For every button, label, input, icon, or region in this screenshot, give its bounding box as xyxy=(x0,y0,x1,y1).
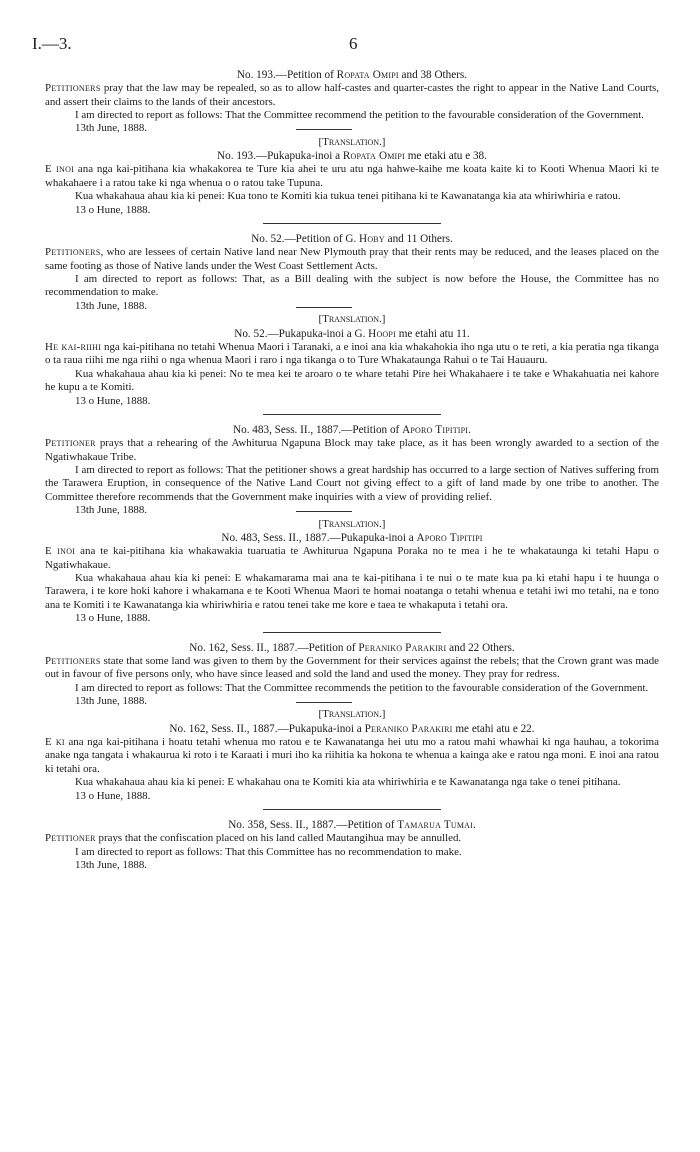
translation-label: [Translation.] xyxy=(318,708,386,721)
translation-report: Kua whakahaua ahau kia ki penei: E whakamarama mai ana te kai-pitihana i te nui o te mate kua pa ki etahi hapu i te huunga o Tarawera, i te kore hoki kahore i whakamana e te Kooti Whenua Maori te homai noatanga o tetahi whenua e tetahi iwi mo tetahi, na e tono ana te Komiti i te Kawanatanga kia whiriwhiria e ratou tenei take me kore e taea te whakaputa i tetahi ora. xyxy=(45,571,659,611)
divider xyxy=(296,129,352,130)
petition-title: No. 193.—Petition of Ropata Omipi and 38 Others. xyxy=(236,69,468,81)
petition-title: No. 52.—Petition of G. Hoby and 11 Others. xyxy=(251,233,453,246)
petition-193 xyxy=(45,68,659,217)
report-date: 13th June, 1888. xyxy=(75,859,147,872)
translation-label: [Translation.] xyxy=(318,517,386,530)
committee-report: I am directed to report as follows: That the Committee recommends the petition to the favourable consideration of the Government. xyxy=(75,681,649,694)
translation-title: No. 483, Sess. II., 1887.—Pukapuka-inoi a Aporo Tipitipi xyxy=(221,531,483,544)
petition-text: Petitioners, who are lessees of certain Native land near New Plymouth pray that their rents may be reduced, and the leases placed on the same footing as those of Native lands under the West Coast Settlement Acts. xyxy=(45,246,659,272)
page-number: 6 xyxy=(349,34,358,53)
petition-title: No. 162, Sess. II., 1887.—Petition of Peraniko Parakiri and 22 Others. xyxy=(189,641,515,654)
section-divider xyxy=(263,414,441,415)
report-date: 13th June, 1888. xyxy=(75,504,147,517)
committee-report: I am directed to report as follows: That this Committee has no recommendation to make. xyxy=(75,845,462,858)
petition-title: No. 483, Sess. II., 1887.—Petition of Aporo Tipitipi. xyxy=(233,423,471,436)
translation-date: 13 o Hune, 1888. xyxy=(75,394,151,407)
document-body xyxy=(45,68,659,872)
translation-title: No. 52.—Pukapuka-inoi a G. Hoopi me etahi atu 11. xyxy=(234,327,470,340)
translation-date: 13 o Hune, 1888. xyxy=(75,789,151,802)
petition-title: No. 358, Sess. II., 1887.—Petition of Tamarua Tumai. xyxy=(228,819,476,832)
report-date: 13th June, 1888. xyxy=(75,299,147,312)
translation-label: [Translation.] xyxy=(318,135,386,148)
translation-report: Kua whakahaua ahau kia ki penei: Kua tono te Komiti kia tukua tenei pitihana ki te Kawanatanga kia ata whiriwhiria e ratou. xyxy=(75,190,621,203)
petition-text: Petitioner prays that the confiscation placed on his land called Mautangihua may be annulled. xyxy=(45,832,462,845)
divider xyxy=(296,307,352,308)
translation-label: [Translation.] xyxy=(318,313,386,326)
petition-text: Petitioners pray that the law may be repealed, so as to allow half-castes and quarter-castes the right to appear in the Native Land Courts, and assert their claims to the lands of their ancestors. xyxy=(45,82,659,108)
section-divider xyxy=(263,223,441,224)
committee-report: I am directed to report as follows: That, as a Bill dealing with the subject is now before the House, the Committee has no recommendation to make. xyxy=(45,273,659,299)
translation-text: He kai-riihi nga kai-pitihana no tetahi Whenua Maori i Taranaki, a e inoi ana kia whakahokia iho nga utu o te reti, a kia peratia nga tikanga o ta raua riihi me nga riihi o nga whenua Maori i raro i nga tikanga o to Ture Whakataunga Rahui o te Tai Hauauru. xyxy=(45,340,660,367)
report-date: 13th June, 1888. xyxy=(75,695,147,707)
divider xyxy=(296,511,352,512)
petition-52 xyxy=(45,232,659,408)
translation-report: Kua whakahaua ahau kia ki penei: No te mea kei te aroaro o te whare tetahi Pire hei Whakahaere i te take e Whakahuatia nei kahore he kupu a te Komiti. xyxy=(45,367,659,394)
committee-report: I am directed to report as follows: That the petitioner shows a great hardship has occurred to a large section of Natives suffering from the Tarawera Eruption, in consequence of the Native Land Court not giving effect to a gift of land made by one tribe to another. The Committee therefore recommends that the Government make inquiries with a view of providing relief. xyxy=(45,463,659,503)
section-divider xyxy=(263,809,441,810)
translation-title: No. 193.—Pukapuka-inoi a Ropata Omipi me etaki atu e 38. xyxy=(217,150,487,163)
petition-162 xyxy=(45,641,659,803)
petition-text: Petitioners state that some land was given to them by the Government for their services against the rebels; that the Crown grant was made out in favour of five persons only, who have since leased and sold the land and used the money. They pray for redress. xyxy=(45,654,659,681)
report-date: 13th June, 1888. xyxy=(75,122,147,135)
translation-report: Kua whakahaua ahau kia ki penei: E whakahau ona te Komiti kia ata whiriwhiria e te Kawanatanga nga take o tenei pitihana. xyxy=(75,776,621,789)
translation-date: 13 o Hune, 1888. xyxy=(75,612,151,625)
divider xyxy=(296,702,352,703)
page-header xyxy=(32,34,672,56)
petition-358 xyxy=(45,818,659,872)
committee-report: I am directed to report as follows: That the Committee recommend the petition to the favourable consideration of the Government. xyxy=(75,109,644,122)
translation-title: No. 162, Sess. II., 1887.—Pukapuka-inoi a Peraniko Parakiri me etahi atu e 22. xyxy=(169,722,535,735)
translation-text: E inoi ana nga kai-pitihana kia whakakorea te Ture kia ahei te uru atu nga hahwe-kaihe me koata kaite ki to Kooti Whenua Maori ki te whakahaere i a ratou take ki nga whenua o o ratou take Tupuna. xyxy=(45,163,659,189)
parliamentary-paper-reference: I.—3. xyxy=(32,34,72,53)
petition-text: Petitioner prays that a rehearing of the Awhiturua Ngapuna Block may take place, as it has been wrongly awarded to a section of the Ngatiwhakaue Tribe. xyxy=(45,437,659,463)
translation-text: E inoi ana te kai-pitihana kia whakawakia tuaruatia te Awhiturua Ngapuna Poraka no te mea i he te whakataunga ki tetahi Hapu o Ngatiwhakaue. xyxy=(45,545,659,571)
section-divider xyxy=(263,632,441,633)
petition-483 xyxy=(45,423,659,626)
translation-text: E ki ana nga kai-pitihana i hoatu tetahi whenua mo ratou e te Kawanatanga hei utu mo a ratou mahi whawhai ki nga hauhau, a tokorima anake nga tangata i whakaurua ki roto i te Karaati i muri iho ka riihitia ka hokona te whenua a kainga ake e ratou nga moni. E inoi ana ratou ki tetahi ora. xyxy=(45,736,659,775)
translation-date: 13 o Hune, 1888. xyxy=(75,203,151,216)
